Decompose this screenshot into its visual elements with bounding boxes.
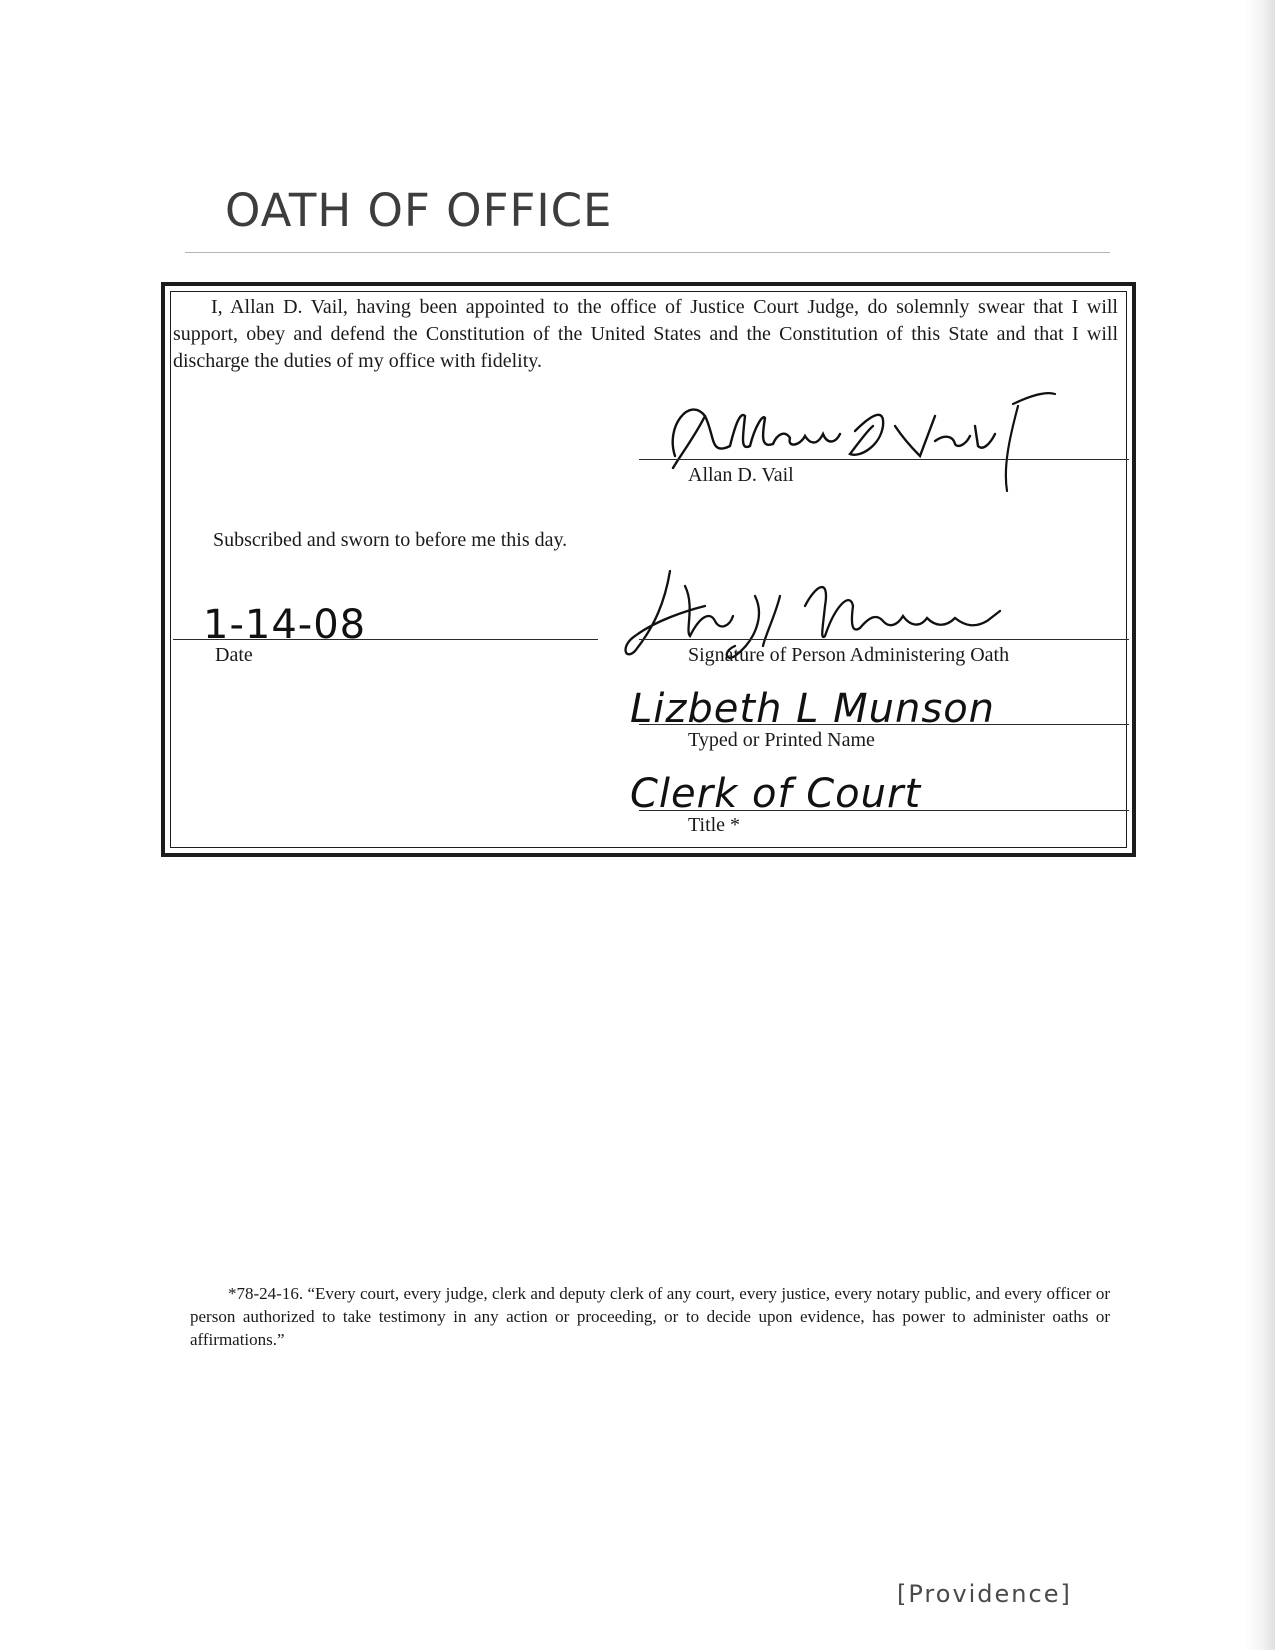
printed-name-label: Typed or Printed Name: [688, 729, 875, 751]
administering-signature-line: [639, 639, 1129, 640]
title-line: [639, 810, 1129, 811]
page-title: OATH OF OFFICE: [225, 184, 613, 237]
administering-signature-label: Signature of Person Administering Oath: [688, 644, 1010, 666]
oath-form-box: [161, 282, 1136, 857]
providence-annotation: [Providence]: [897, 1580, 1072, 1608]
date-line: [173, 639, 598, 640]
printed-name-line: [639, 724, 1129, 725]
printed-name-handwritten: Lizbeth L Munson: [630, 686, 996, 732]
date-label: Date: [215, 644, 253, 666]
title-label: Title *: [688, 814, 741, 836]
sworn-statement: Subscribed and sworn to before me this day.: [213, 529, 568, 551]
oath-statement: I, Allan D. Vail, having been appointed to the office of Justice Court Judge, do solemnly swear that I will support, obey and defend the Constitution of the United States and the Constitution of this State and that I will discharge the duties of my office with fidelity.: [173, 296, 1118, 372]
page-edge-shadow: [1245, 0, 1275, 1650]
oath-taker-signature-line: [639, 459, 1129, 460]
oath-taker-name: Allan D. Vail: [688, 464, 794, 486]
statute-footnote: *78-24-16. “Every court, every judge, clerk and deputy clerk of any court, every justice, every notary public, and every officer or person authorized to take testimony in any action or proceeding, or to decide upon evidence, has power to administer oaths or affirmations.”: [190, 1284, 1110, 1349]
date-handwritten: 1-14-08: [203, 602, 367, 648]
title-divider: [185, 252, 1110, 253]
title-handwritten: Clerk of Court: [630, 771, 922, 817]
